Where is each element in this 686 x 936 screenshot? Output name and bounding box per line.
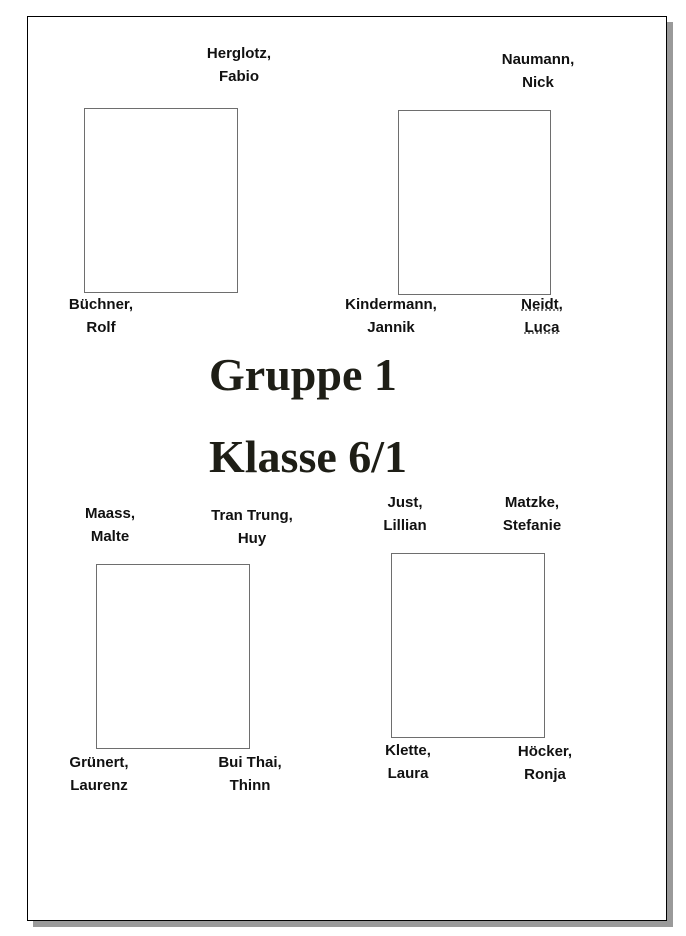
photo-placeholder-group-3 bbox=[96, 564, 250, 749]
student-first-name: Laurenz bbox=[70, 777, 128, 794]
student-last-name: Tran Trung, bbox=[211, 507, 293, 524]
student-first-name: Thinn bbox=[229, 777, 271, 794]
student-first-name: Malte bbox=[90, 528, 130, 545]
student-last-name: Kindermann, bbox=[345, 296, 437, 313]
student-name-bui-thai bbox=[180, 751, 320, 797]
photo-placeholder-group-2 bbox=[398, 110, 551, 295]
student-last-name: Maass, bbox=[84, 505, 136, 522]
student-last-name: Büchner, bbox=[68, 296, 134, 313]
photo-placeholder-group-1 bbox=[84, 108, 238, 293]
student-first-name: Luca bbox=[524, 319, 560, 336]
student-name-just bbox=[335, 491, 475, 537]
student-last-name: Naumann, bbox=[501, 51, 575, 68]
student-first-name: Stefanie bbox=[502, 517, 562, 534]
student-last-name: Klette, bbox=[385, 742, 431, 759]
student-first-name: Laura bbox=[387, 765, 429, 782]
student-first-name: Rolf bbox=[86, 319, 116, 336]
student-last-name: Neidt, bbox=[521, 296, 563, 313]
student-name-naumann bbox=[468, 48, 608, 94]
student-first-name: Jannik bbox=[367, 319, 415, 336]
student-last-name: Herglotz, bbox=[206, 45, 272, 62]
student-name-hoecker bbox=[475, 740, 615, 786]
student-last-name: Grünert, bbox=[69, 754, 129, 771]
student-name-klette bbox=[338, 739, 478, 785]
photo-placeholder-group-4 bbox=[391, 553, 545, 738]
student-first-name: Huy bbox=[237, 530, 267, 547]
student-name-herglotz bbox=[169, 42, 309, 88]
student-first-name: Fabio bbox=[219, 68, 259, 85]
student-first-name: Ronja bbox=[524, 766, 566, 783]
student-name-gruenert bbox=[29, 751, 169, 797]
student-first-name: Lillian bbox=[383, 517, 427, 534]
student-last-name: Höcker, bbox=[517, 743, 573, 760]
class-title: Klasse 6/1 bbox=[209, 431, 408, 482]
student-name-kindermann bbox=[321, 293, 461, 339]
student-last-name: Bui Thai, bbox=[218, 754, 282, 771]
student-name-matzke bbox=[462, 491, 602, 537]
student-first-name: Nick bbox=[522, 74, 554, 91]
student-last-name: Matzke, bbox=[504, 494, 560, 511]
student-name-maass bbox=[40, 502, 180, 548]
group-title: Gruppe 1 bbox=[209, 349, 397, 400]
student-name-tran-trung bbox=[182, 504, 322, 550]
student-last-name: Just, bbox=[387, 494, 423, 511]
student-name-buechner bbox=[31, 293, 171, 339]
student-name-neidt bbox=[472, 293, 612, 339]
